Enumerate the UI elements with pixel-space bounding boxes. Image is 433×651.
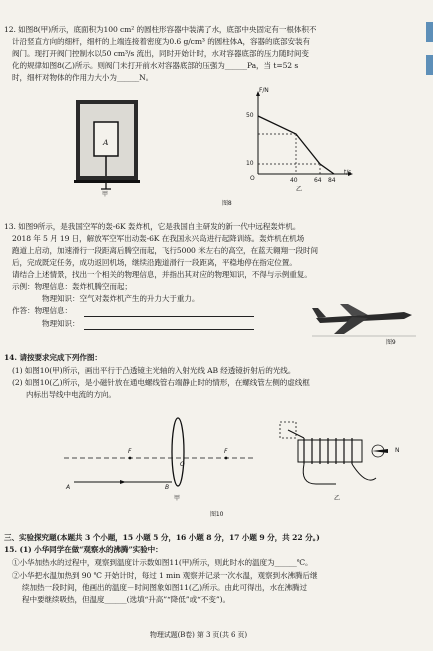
figure-8-object-a: A: [103, 138, 109, 147]
figure-8-force-time-graph: [238, 88, 358, 184]
q14-item-1: (1) 如图10(甲)所示，画出平行于凸透镜主光轴的入射光线 AB 经透镜折射后的光线。: [12, 366, 296, 375]
graph-ylabel: F/N: [259, 87, 269, 94]
section-3-title: 三、实验探究题(本题共 3 个小题，15 小题 5 分，16 小题 8 分，17 小题 9 分，共 22 分。): [4, 533, 320, 542]
q13-line-3: 跑道上启动，加速滑行一段距离后腾空而起，飞行5000 米左右的高空，在蓝天翱翔一段时间: [12, 246, 318, 255]
lens-jia-label: 甲: [174, 495, 180, 502]
solenoid-yi-label: 乙: [334, 495, 340, 502]
q13-answer-line-2[interactable]: [84, 329, 254, 330]
graph-x-tick-40: 40: [290, 177, 298, 184]
figure-8-jia-label: 甲: [102, 191, 108, 198]
sidebar-tab-2: [426, 55, 433, 75]
q13-line-4: 后，完成既定任务，成功返回机场，继续沿跑道滑行一段距离，平稳地停在指定位置。: [12, 258, 297, 267]
lens-point-a: A: [66, 484, 71, 491]
graph-xlabel: t/s: [344, 169, 352, 176]
graph-y-tick-50: 50: [246, 112, 254, 119]
q15-sub-2-line-3: 程中要继续吸热，但温度______(选填“升高”“降低”或“不变”)。: [22, 595, 230, 604]
q13-answer-info: 作答：物理信息：: [12, 306, 72, 315]
q14-item-2-line-2: 内标出导线中电流的方向。: [26, 390, 116, 399]
q13-answer-knowledge: 物理知识：: [42, 319, 80, 328]
q13-line-5: 请结合上述情景，找出一个相关的物理信息，并指出其对应的物理知识，不得与示例重复。: [12, 270, 312, 279]
compass-north-label: N: [395, 447, 400, 454]
q14-title: 14. 请按要求完成下列作图：: [4, 353, 102, 362]
figure-8-caption: 图8: [222, 200, 232, 207]
graph-origin: O: [250, 175, 255, 182]
q15-sub-1: ①小华加热水的过程中，观察到温度计示数如图11(甲)所示，则此时水的温度为______℃。: [12, 558, 313, 567]
q13-line-2: 2018 年 5 月 19 日，解放军空军出动轰-6K 在我国永兴岛进行起降训练。轰炸机在机场: [12, 234, 305, 243]
lens-focus-left: F: [128, 448, 132, 455]
q14-item-2-line-1: (2) 如图10(乙)所示，是小磁针放在通电螺线管右端静止时的情形，在螺线管左侧的虚线框: [12, 378, 310, 387]
figure-9-caption: 图9: [386, 339, 396, 346]
graph-y-tick-10: 10: [246, 160, 254, 167]
graph-yi-label: 乙: [296, 186, 302, 193]
q13-line-1: 13. 如图9所示，是我国空军的轰-6K 轰炸机，它是我国自主研发的新一代中远程轰炸机。: [4, 222, 301, 231]
q13-answer-line-1[interactable]: [84, 316, 254, 317]
q12-line-2: 计沿竖直方向的细杆，细杆的上端连接着密度为0.6 g/cm³ 的圆柱体A，容器的底部安装有: [12, 37, 310, 46]
lens-focus-right: F: [224, 448, 228, 455]
bomber-airplane-image: [312, 296, 416, 340]
page-footer: 物理试题(B卷) 第 3 页(共 6 页): [150, 631, 248, 639]
convex-lens-diagram: [60, 412, 260, 490]
q15-sub-2-line-2: 续加热一段时间，他画出的温度－时间图象如图11(乙)所示。由此可得出，水在沸腾过: [22, 583, 307, 592]
q15-intro: 15. (1) 小华同学在做“观察水的沸腾”实验中：: [4, 545, 163, 554]
graph-x-tick-64: 64: [314, 177, 322, 184]
q13-example-knowledge: 物理知识：空气对轰炸机产生的升力大于重力。: [42, 294, 200, 303]
lens-center-o: O: [180, 461, 185, 468]
figure-10-caption: 图10: [210, 511, 224, 518]
sidebar-tab-1: [426, 22, 433, 42]
q13-example-info: 示例：物理信息：轰炸机腾空而起；: [12, 282, 132, 291]
q12-line-5: 时，细杆对物体的作用力大小为______N。: [12, 73, 154, 82]
q15-sub-2-line-1: ②小华把水温加热到 90 ℃ 开始计时，每过 1 min 观察并记录一次水温，观察到水沸腾后继: [12, 571, 318, 580]
graph-x-tick-84: 84: [328, 177, 336, 184]
lens-point-b: B: [165, 484, 170, 491]
solenoid-compass-diagram: [276, 418, 406, 492]
q12-line-4: 化的规律如图8(乙)所示。则阀门未打开前水对容器底部的压强为______Pa，当 t=52 s: [12, 61, 299, 70]
q12-line-1: 12. 如图8(甲)所示，底面积为100 cm² 的圆柱形容器中装满了水，底部中央固定有一根体积不: [4, 25, 317, 34]
q12-line-3: 阀门。现打开阀门控制水以50 cm³/s 流出，同时开始计时，水对容器底部的压力随时间变: [12, 49, 309, 58]
